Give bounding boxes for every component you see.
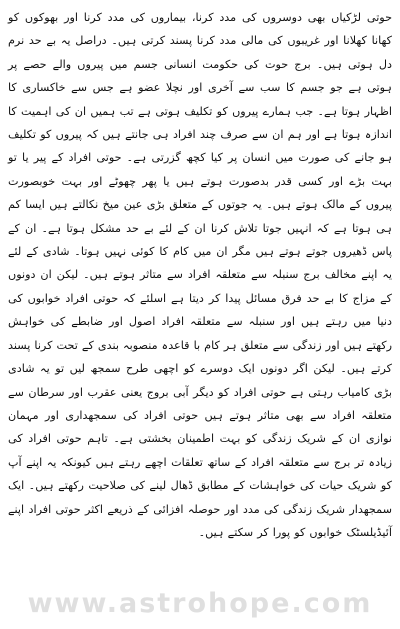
- article-body: [8, 6, 392, 544]
- article-paragraph: حوتی لڑکیاں بھی دوسروں کی مدد کرنا، بیماروں کی مدد کرنا اور بھوکوں کو کھانا کھلانا اور غریبوں کی مالی مدد کرنا پسند کرتی ہیں۔ دراصل یہ بے حد نرم دل ہوتی ہیں۔ برج حوت کی حکومت انسانی جسم میں پیروں والے حصے پر ہوتی ہے جو جسم کا سب سے آخری اور نچلا عضو ہے جس سے خاکساری کا اظہار ہوتا ہے۔ جب ہمارے پیروں کو تکلیف ہوتی ہے تب ہمیں ان کی اہمیت کا اندازہ ہوتا ہے اور ہم ان سے صرف چند افراد ہی جانتے ہیں کہ پیروں کو تکلیف ہو جانے کی صورت میں انسان پر کیا کچھ گزرتی ہے۔ حوتی افراد کے پیر یا تو بہت بڑے اور کسی قدر بدصورت ہوتے ہیں یا پھر چھوٹے اور بہت خوبصورت پیروں کے مالک ہوتے ہیں۔ یہ جوتوں کے متعلق بڑی عین میخ نکالتے ہیں ایسا کم ہی ہوتا ہے کہ انہیں جوتا تلاش کرنا ان کے لئے بے حد مشکل ہوتا ہے۔ ان کے پاس ڈھیروں جوتے ہوتے ہیں مگر ان میں کام کا کوئی نہیں ہوتا۔ شادی کے لئے یہ اپنے مخالف برج سنبلہ سے متعلقہ افراد سے متاثر ہوتے ہیں۔ لیکن ان دونوں کے مزاج کا بے حد فرق مسائل پیدا کر دیتا ہے اسلئے کہ حوتی افراد خوابوں کی دنیا میں رہتے ہیں اور سنبلہ سے متعلقہ افراد اصول اور ضابطے کی خواہش رکھتے ہیں اور زندگی سے متعلق ہر کام با قاعدہ منصوبہ بندی کے تحت کرنا پسند کرتے ہیں۔ لیکن اگر دونوں ایک دوسرے کو اچھی طرح سمجھ لیں تو یہ شادی بڑی کامیاب رہتی ہے حوتی افراد کو دیگر آبی بروج یعنی عقرب اور سرطان سے متعلقہ افراد سے بھی متاثر ہوتے ہیں حوتی افراد کی سمجھداری اور مہمان نوازی ان کے شریک زندگی کو بہت اطمینان بخشتی ہے۔ تاہم حوتی افراد کی زیادہ تر برج سے متعلقہ افراد کے ساتھ تعلقات اچھے رہتے ہیں کیونکہ یہ اپنے آپ کو شریک حیات کی خواہشات کے مطابق ڈھال لینے کی صلاحیت رکھتے ہیں۔ ایک سمجھدار شریک زندگی کی مدد اور حوصلہ افزائی کے ذریعے اکثر حوتی افراد اپنے آئیڈیلسٹک خوابوں کو پورا کر سکتے ہیں۔: [8, 11, 392, 539]
- site-watermark: www.astrohope.com: [27, 588, 373, 619]
